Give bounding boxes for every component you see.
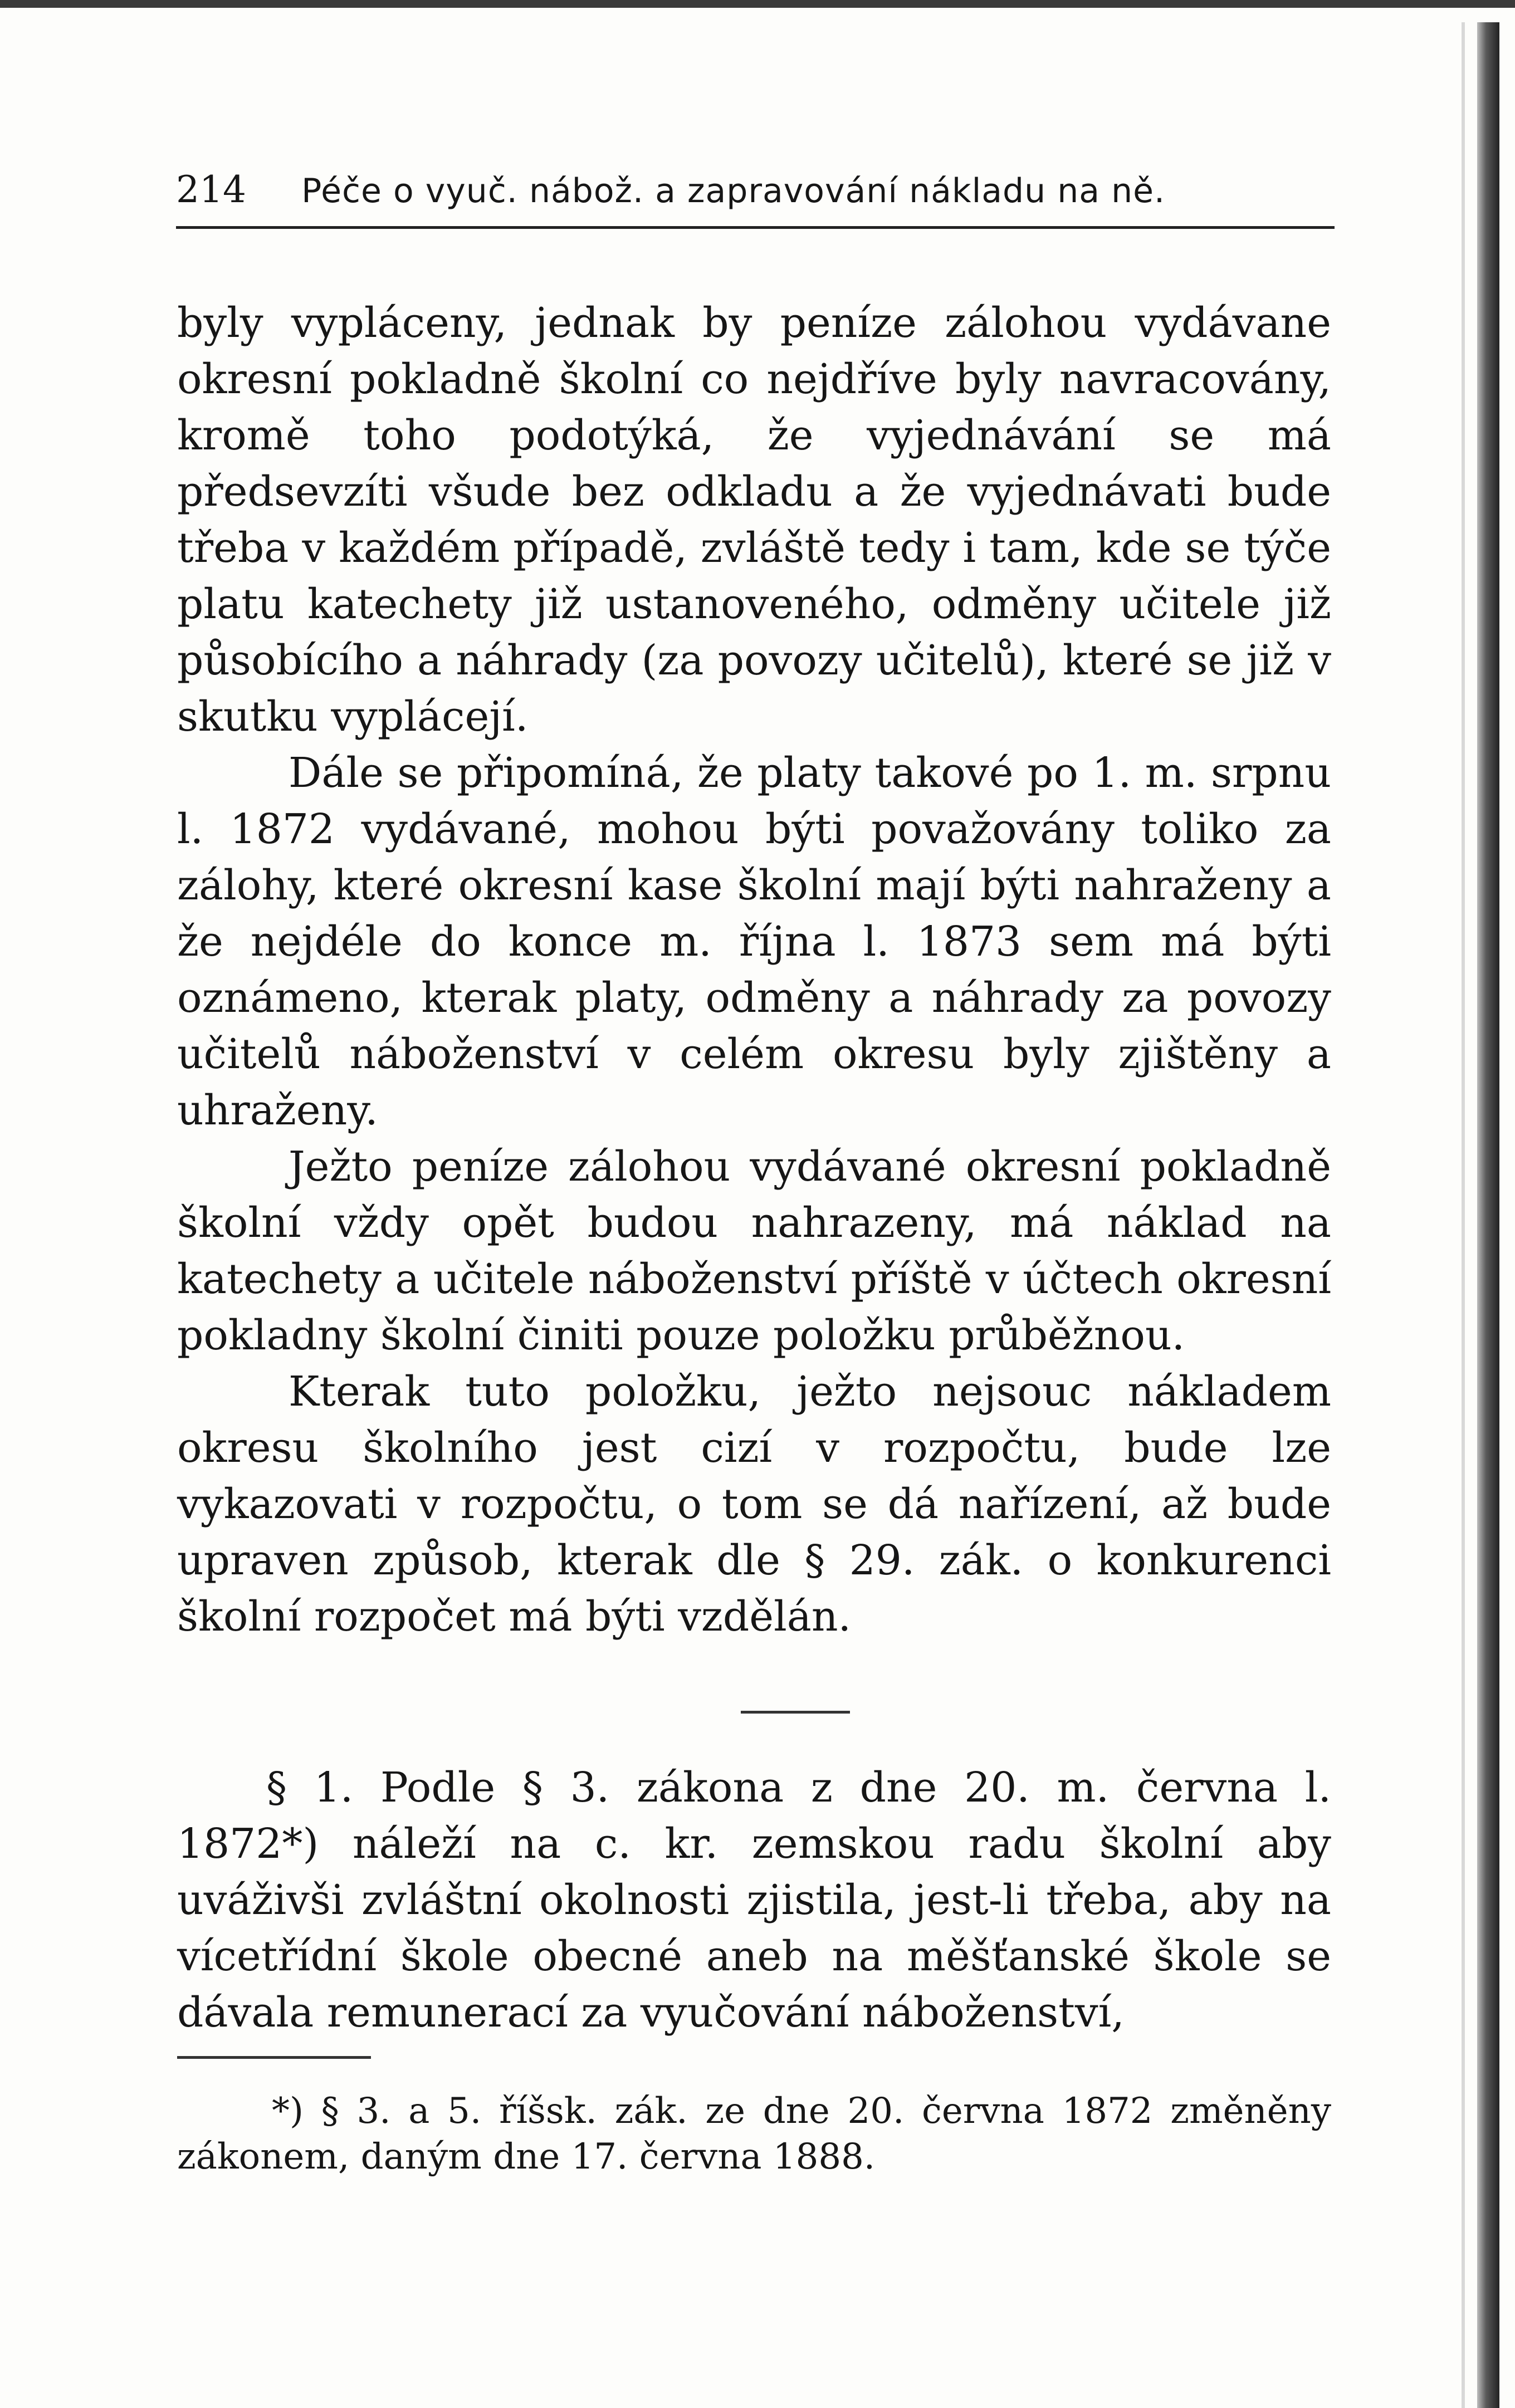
header-rule	[176, 226, 1335, 229]
footnote-rule	[177, 2056, 371, 2059]
paragraph: Dále se připomíná, že platy takové po 1. m. srpnu l. 1872 vydávané, mohou býti považovány toliko za zálohy, které okresní kase školní mají býti nahraženy a že nejdéle do konce m. října l. 1873 sem má býti oznámeno, kterak platy, odměny a náhrady za povozy učitelů náboženství v celém okresu byly zjištěny a uhraženy.	[177, 749, 1331, 1134]
paragraph-continuation: byly vypláceny, jednak by peníze zálohou vydávane okresní pokladně školní co nejdříve byly navracovány, kromě toho podotýká, že vyjednávání se má předsevzíti všude bez odkladu a že vyjednávati bude třeba v každém případě, zvláště tedy i tam, kde se týče platu katechety již ustanoveného, odměny učitele již působícího a náhrady (za povozy učitelů), které se již v skutku vyplácejí.	[177, 299, 1331, 741]
section-text	[177, 1760, 1331, 2041]
page-header	[176, 165, 1335, 226]
page-binding-edge	[1477, 22, 1499, 2408]
page-top-edge	[0, 0, 1515, 8]
page-number: 214	[176, 168, 246, 211]
paragraph: Ježto peníze zálohou vydávané okresní pokladně školní vždy opět budou nahrazeny, má náklad na katechety a učitele náboženství příště v účtech okresní pokladny školní činiti pouze položku průběžnou.	[177, 1143, 1331, 1359]
page-edge-shadow	[1462, 22, 1465, 2408]
footnote-text: *) § 3. a 5. říšsk. zák. ze dne 20. června 1872 změněny zákonem, daným dne 17. června 1888.	[177, 2091, 1331, 2177]
paragraph: Kterak tuto položku, ježto nejsouc nákladem okresu školního jest cizí v rozpočtu, bude lze vykazovati v rozpočtu, o tom se dá nařízení, až bude upraven způsob, kterak dle § 29. zák. o konkurenci školní rozpočet má býti vzdělán.	[177, 1368, 1331, 1641]
body-text	[177, 295, 1331, 1645]
footnote	[177, 2088, 1331, 2180]
section-paragraph: § 1. Podle § 3. zákona z dne 20. m. června l. 1872*) náleží na c. kr. zemskou radu školní aby uváživši zvláštní okolnosti zjistila, jest-li třeba, aby na vícetřídní škole obecné aneb na měšťanské škole se dávala remunerací za vyučování náboženství,	[177, 1764, 1331, 2037]
section-separator	[741, 1711, 850, 1714]
running-head: Péče o vyuč. nábož. a zapravování nákladu na ně.	[301, 172, 1166, 211]
